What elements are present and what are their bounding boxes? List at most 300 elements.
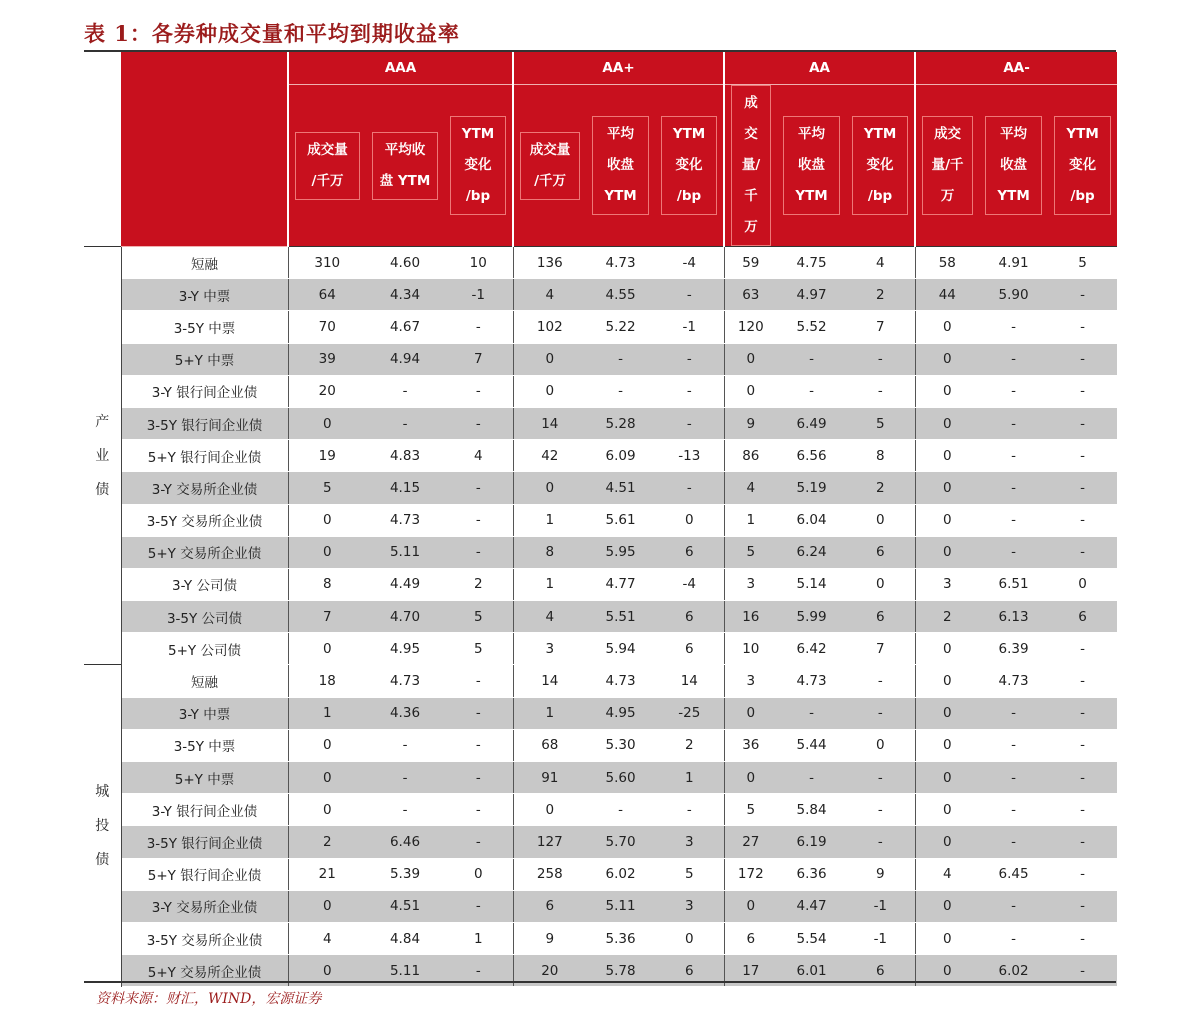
- row-name: 短融: [121, 247, 288, 279]
- table-cell: 6.36: [777, 858, 846, 890]
- sub-header-line: YTM: [997, 188, 1030, 204]
- table-cell: 39: [288, 343, 366, 375]
- table-cell: 4.47: [777, 890, 846, 922]
- table-cell: 6.56: [777, 440, 846, 472]
- table-cell: 5.22: [586, 311, 655, 343]
- table-cell: 10: [724, 633, 777, 665]
- table-cell: 6.02: [979, 955, 1048, 987]
- table-cell: 1: [288, 697, 366, 729]
- table-row: [84, 826, 1117, 858]
- table-cell: 5: [444, 601, 513, 633]
- table-cell: -: [979, 311, 1048, 343]
- table-cell: 6: [655, 601, 724, 633]
- table-cell: 0: [288, 633, 366, 665]
- row-name: 3-Y 中票: [121, 697, 288, 729]
- table-cell: 4.73: [366, 504, 444, 536]
- table-cell: -: [444, 375, 513, 407]
- table-cell: -: [444, 697, 513, 729]
- table-row: [84, 858, 1117, 890]
- table-cell: -1: [655, 311, 724, 343]
- table-cell: -: [979, 440, 1048, 472]
- table-cell: 0: [513, 472, 586, 504]
- table-cell: 0: [846, 729, 915, 761]
- group-header-1: AA+: [513, 52, 724, 85]
- table-cell: -: [444, 311, 513, 343]
- table-cell: 2: [846, 472, 915, 504]
- row-name: 5+Y 银行间企业债: [121, 858, 288, 890]
- table-cell: 0: [513, 343, 586, 375]
- table-cell: -: [979, 504, 1048, 536]
- table-cell: 64: [288, 279, 366, 311]
- sub-header-line: 平均收: [384, 141, 426, 158]
- sub-header-line: YTM: [461, 126, 495, 142]
- table-cell: 0: [915, 955, 979, 987]
- table-cell: 0: [288, 955, 366, 987]
- sub-header-line: 收盘: [1000, 157, 1028, 173]
- table-cell: 4.73: [777, 665, 846, 697]
- table-cell: 102: [513, 311, 586, 343]
- table-cell: 5.90: [979, 279, 1048, 311]
- table-cell: 5.54: [777, 922, 846, 954]
- row-name: 3-Y 公司债: [121, 568, 288, 600]
- table-cell: -: [655, 472, 724, 504]
- table-cell: 0: [1048, 568, 1117, 600]
- row-name: 3-5Y 银行间企业债: [121, 826, 288, 858]
- table-cell: -: [444, 665, 513, 697]
- table-cell: -4: [655, 247, 724, 279]
- table-cell: 0: [915, 729, 979, 761]
- table-cell: 4.73: [979, 665, 1048, 697]
- table-cell: -: [979, 536, 1048, 568]
- table-cell: 5.39: [366, 858, 444, 890]
- table-cell: -: [366, 375, 444, 407]
- table-cell: -: [846, 697, 915, 729]
- table-cell: 5.11: [366, 955, 444, 987]
- table-cell: 6.19: [777, 826, 846, 858]
- table-cell: -: [444, 407, 513, 439]
- table-cell: 6: [655, 633, 724, 665]
- table-cell: -: [1048, 440, 1117, 472]
- table-cell: 0: [915, 440, 979, 472]
- table-cell: -: [655, 794, 724, 826]
- table-cell: -: [586, 343, 655, 375]
- table-cell: 6.24: [777, 536, 846, 568]
- table-cell: -: [1048, 729, 1117, 761]
- table-row: [84, 697, 1117, 729]
- sub-header-line: 平均: [607, 126, 635, 142]
- table-cell: 6.45: [979, 858, 1048, 890]
- table-cell: 4: [846, 247, 915, 279]
- table-cell: 6: [1048, 601, 1117, 633]
- sub-header-line: YTM: [672, 126, 706, 142]
- sub-header-line: 成: [744, 95, 758, 111]
- table-cell: 9: [513, 922, 586, 954]
- sub-header-line: YTM: [1066, 126, 1099, 142]
- sub-header-line: YTM: [604, 188, 637, 204]
- sub-header-line: 变化: [675, 157, 703, 173]
- table-cell: -: [979, 794, 1048, 826]
- sub-header-box: [985, 116, 1042, 215]
- table-cell: 5.99: [777, 601, 846, 633]
- row-name: 3-5Y 公司债: [121, 601, 288, 633]
- table-cell: 7: [846, 311, 915, 343]
- sub-header-line: YTM: [863, 126, 897, 142]
- table-cell: 6.01: [777, 955, 846, 987]
- table-row: [84, 890, 1117, 922]
- table-cell: 4.97: [777, 279, 846, 311]
- table-cell: 0: [915, 375, 979, 407]
- table-cell: 19: [288, 440, 366, 472]
- table-cell: -: [846, 762, 915, 794]
- table-row: [84, 762, 1117, 794]
- table-cell: 2: [444, 568, 513, 600]
- table-cell: 4.70: [366, 601, 444, 633]
- table-cell: 4.60: [366, 247, 444, 279]
- sub-header-box: [295, 132, 360, 200]
- table-cell: 5.51: [586, 601, 655, 633]
- table-cell: 9: [724, 407, 777, 439]
- table-cell: -13: [655, 440, 724, 472]
- table-row: [84, 729, 1117, 761]
- table-row: [84, 536, 1117, 568]
- sub-header-line: 成交量: [529, 141, 571, 158]
- table-cell: 3: [915, 568, 979, 600]
- sub-header-box: [520, 132, 580, 200]
- table-cell: 0: [724, 762, 777, 794]
- row-name: 5+Y 中票: [121, 762, 288, 794]
- category-char: 业: [95, 447, 110, 464]
- table-cell: -: [979, 343, 1048, 375]
- table-cell: -: [444, 729, 513, 761]
- table-cell: -: [846, 665, 915, 697]
- sub-header-line: 成交量: [307, 141, 348, 158]
- row-name: 3-5Y 交易所企业债: [121, 922, 288, 954]
- table-cell: 4.75: [777, 247, 846, 279]
- table-row: [84, 247, 1117, 279]
- sub-header-1: [366, 85, 444, 247]
- table-cell: -1: [444, 279, 513, 311]
- table-cell: 4.36: [366, 697, 444, 729]
- sub-header-2: [444, 85, 513, 247]
- table-cell: 0: [724, 375, 777, 407]
- table-cell: 5.95: [586, 536, 655, 568]
- table-cell: 3: [655, 890, 724, 922]
- table-cell: 5.52: [777, 311, 846, 343]
- sub-header-line: /bp: [676, 188, 702, 204]
- table-row: [84, 472, 1117, 504]
- row-name: 3-Y 交易所企业债: [121, 890, 288, 922]
- table-cell: 6.51: [979, 568, 1048, 600]
- table-row: [84, 311, 1117, 343]
- table-cell: -: [444, 762, 513, 794]
- table-cell: -: [979, 697, 1048, 729]
- table-cell: -: [1048, 826, 1117, 858]
- table-cell: -: [444, 504, 513, 536]
- sub-header-3: [513, 85, 586, 247]
- sub-header-line: 量/: [741, 157, 761, 173]
- sub-header-line: 量/千: [931, 157, 964, 173]
- table-row: [84, 633, 1117, 665]
- table-cell: -: [586, 794, 655, 826]
- sub-header-8: [846, 85, 915, 247]
- table-cell: 4: [513, 601, 586, 633]
- table-cell: 7: [288, 601, 366, 633]
- table-cell: -: [979, 407, 1048, 439]
- bottom-rule: [84, 981, 1116, 983]
- table-cell: 4.34: [366, 279, 444, 311]
- sub-header-box: [372, 132, 438, 200]
- table-cell: -: [1048, 472, 1117, 504]
- sub-header-line: 收盘: [798, 157, 826, 173]
- table-cell: 7: [444, 343, 513, 375]
- table-title: 表 1：各券种成交量和平均到期收益率: [84, 21, 460, 46]
- table-row: [84, 794, 1117, 826]
- table-cell: -: [979, 729, 1048, 761]
- table-cell: -: [1048, 665, 1117, 697]
- category-label: [84, 665, 121, 987]
- table-cell: -: [444, 536, 513, 568]
- sub-header-10: [979, 85, 1048, 247]
- table-cell: -: [1048, 311, 1117, 343]
- row-name: 5+Y 中票: [121, 343, 288, 375]
- table-cell: 4: [513, 279, 586, 311]
- table-cell: 1: [444, 922, 513, 954]
- table-cell: 6.49: [777, 407, 846, 439]
- table-cell: 6.39: [979, 633, 1048, 665]
- table-cell: 3: [724, 568, 777, 600]
- sub-header-4: [586, 85, 655, 247]
- table-cell: 14: [513, 665, 586, 697]
- table-cell: 4.73: [366, 665, 444, 697]
- sub-header-5: [655, 85, 724, 247]
- table-cell: 5: [1048, 247, 1117, 279]
- sub-header-9: [915, 85, 979, 247]
- table-cell: 7: [846, 633, 915, 665]
- table-cell: 6: [655, 536, 724, 568]
- row-name: 短融: [121, 665, 288, 697]
- table-cell: 5: [846, 407, 915, 439]
- table-cell: 2: [915, 601, 979, 633]
- table-row: [84, 665, 1117, 697]
- row-name: 3-5Y 银行间企业债: [121, 407, 288, 439]
- category-char: 债: [95, 852, 110, 869]
- table-cell: 5.60: [586, 762, 655, 794]
- table-row: [84, 440, 1117, 472]
- table-cell: -: [777, 343, 846, 375]
- table-cell: -: [777, 375, 846, 407]
- table-cell: 172: [724, 858, 777, 890]
- table-cell: 6.04: [777, 504, 846, 536]
- table-cell: 0: [915, 536, 979, 568]
- table-cell: 86: [724, 440, 777, 472]
- category-label: [84, 247, 121, 665]
- table-row: [84, 504, 1117, 536]
- table-cell: -: [655, 343, 724, 375]
- sub-header-line: YTM: [795, 188, 828, 204]
- category-char: 产: [95, 413, 110, 430]
- table-cell: 127: [513, 826, 586, 858]
- table-cell: 5.11: [586, 890, 655, 922]
- table-cell: 6.42: [777, 633, 846, 665]
- table-row: [84, 375, 1117, 407]
- table-cell: -: [1048, 407, 1117, 439]
- sub-header-box: [852, 116, 908, 215]
- table-cell: 8: [513, 536, 586, 568]
- table-cell: 0: [915, 665, 979, 697]
- table-cell: 16: [724, 601, 777, 633]
- table-cell: 4.15: [366, 472, 444, 504]
- sub-header-line: 变化: [464, 157, 492, 173]
- sub-header-line: 交: [744, 126, 758, 142]
- table-cell: 4.55: [586, 279, 655, 311]
- table-cell: 5.36: [586, 922, 655, 954]
- table-cell: -: [444, 955, 513, 987]
- table-cell: 20: [288, 375, 366, 407]
- table-cell: 9: [846, 858, 915, 890]
- row-name: 3-Y 银行间企业债: [121, 794, 288, 826]
- table-cell: 20: [513, 955, 586, 987]
- table-cell: 5.19: [777, 472, 846, 504]
- table-cell: 0: [724, 343, 777, 375]
- table-cell: 4.95: [366, 633, 444, 665]
- table-cell: 120: [724, 311, 777, 343]
- table-cell: 59: [724, 247, 777, 279]
- table-cell: 6: [846, 601, 915, 633]
- table-cell: 4.73: [586, 247, 655, 279]
- table-cell: 58: [915, 247, 979, 279]
- table-cell: 14: [513, 407, 586, 439]
- sub-header-line: 盘 YTM: [379, 172, 431, 189]
- group-header-0: AAA: [288, 52, 513, 85]
- table-cell: 0: [513, 375, 586, 407]
- table-cell: -: [979, 890, 1048, 922]
- table-cell: 6: [846, 955, 915, 987]
- sub-header-7: [777, 85, 846, 247]
- sub-header-line: 万: [744, 219, 758, 235]
- table-cell: -: [846, 794, 915, 826]
- table-cell: 4.84: [366, 922, 444, 954]
- table-cell: -: [366, 407, 444, 439]
- table-cell: -: [1048, 922, 1117, 954]
- table-cell: 4.83: [366, 440, 444, 472]
- row-name: 3-Y 中票: [121, 279, 288, 311]
- table-cell: 310: [288, 247, 366, 279]
- table-cell: 5.78: [586, 955, 655, 987]
- table-cell: -: [655, 375, 724, 407]
- table-cell: 5.11: [366, 536, 444, 568]
- sub-header-0: [288, 85, 366, 247]
- table-cell: -: [777, 762, 846, 794]
- sub-header-line: 千: [744, 188, 758, 204]
- category-char: 投: [95, 818, 110, 835]
- row-name: 5+Y 银行间企业债: [121, 440, 288, 472]
- table-cell: 0: [915, 311, 979, 343]
- table-cell: -: [444, 472, 513, 504]
- table-cell: -: [1048, 858, 1117, 890]
- table-cell: -: [655, 407, 724, 439]
- table-cell: 4.67: [366, 311, 444, 343]
- table-cell: 4: [444, 440, 513, 472]
- sub-header-line: 平均: [1000, 126, 1028, 142]
- row-name: 3-Y 银行间企业债: [121, 375, 288, 407]
- table-row: [84, 601, 1117, 633]
- table-cell: 91: [513, 762, 586, 794]
- table-cell: -: [846, 826, 915, 858]
- table-cell: 36: [724, 729, 777, 761]
- table-cell: 1: [655, 762, 724, 794]
- table-cell: 4.94: [366, 343, 444, 375]
- table-cell: -1: [846, 890, 915, 922]
- table-cell: -: [1048, 536, 1117, 568]
- sub-header-line: 成交: [934, 126, 962, 142]
- table-cell: 14: [655, 665, 724, 697]
- table-cell: -25: [655, 697, 724, 729]
- table-cell: 1: [724, 504, 777, 536]
- table-row: [84, 922, 1117, 954]
- table-cell: 0: [915, 826, 979, 858]
- table-cell: 0: [655, 504, 724, 536]
- table-cell: 6.09: [586, 440, 655, 472]
- table-cell: 4.49: [366, 568, 444, 600]
- table-cell: 6.13: [979, 601, 1048, 633]
- table-cell: 4.77: [586, 568, 655, 600]
- table-cell: 6.02: [586, 858, 655, 890]
- table-cell: 1: [513, 568, 586, 600]
- table-cell: 1: [513, 697, 586, 729]
- table-cell: 4.51: [586, 472, 655, 504]
- sub-header-line: 变化: [866, 157, 894, 173]
- table-cell: 136: [513, 247, 586, 279]
- table-cell: -: [1048, 279, 1117, 311]
- group-header-2: AA: [724, 52, 915, 85]
- table-cell: 6: [724, 922, 777, 954]
- table-cell: 44: [915, 279, 979, 311]
- table-cell: 0: [288, 407, 366, 439]
- table-cell: -: [366, 794, 444, 826]
- table-cell: 0: [288, 729, 366, 761]
- table-cell: 5.30: [586, 729, 655, 761]
- sub-header-box: [592, 116, 649, 215]
- table-cell: 10: [444, 247, 513, 279]
- table-cell: 0: [915, 343, 979, 375]
- table-cell: 70: [288, 311, 366, 343]
- table-cell: 21: [288, 858, 366, 890]
- category-char: 债: [95, 481, 110, 498]
- row-name: 3-Y 交易所企业债: [121, 472, 288, 504]
- table-cell: 0: [444, 858, 513, 890]
- table-cell: -: [979, 826, 1048, 858]
- table-cell: 68: [513, 729, 586, 761]
- table-cell: 5.70: [586, 826, 655, 858]
- table-cell: 0: [915, 407, 979, 439]
- table-cell: 4: [724, 472, 777, 504]
- table-cell: -: [1048, 343, 1117, 375]
- table-cell: 2: [288, 826, 366, 858]
- table-cell: 5.61: [586, 504, 655, 536]
- table-cell: -: [1048, 633, 1117, 665]
- table-cell: -: [1048, 890, 1117, 922]
- table-cell: 0: [288, 504, 366, 536]
- table-cell: 5: [724, 794, 777, 826]
- table-cell: 5.28: [586, 407, 655, 439]
- table-cell: -: [444, 794, 513, 826]
- sub-header-line: 变化: [1069, 157, 1097, 173]
- table-cell: 2: [846, 279, 915, 311]
- table-cell: -1: [846, 922, 915, 954]
- table-cell: 6.46: [366, 826, 444, 858]
- table-cell: 0: [724, 890, 777, 922]
- table-row: [84, 343, 1117, 375]
